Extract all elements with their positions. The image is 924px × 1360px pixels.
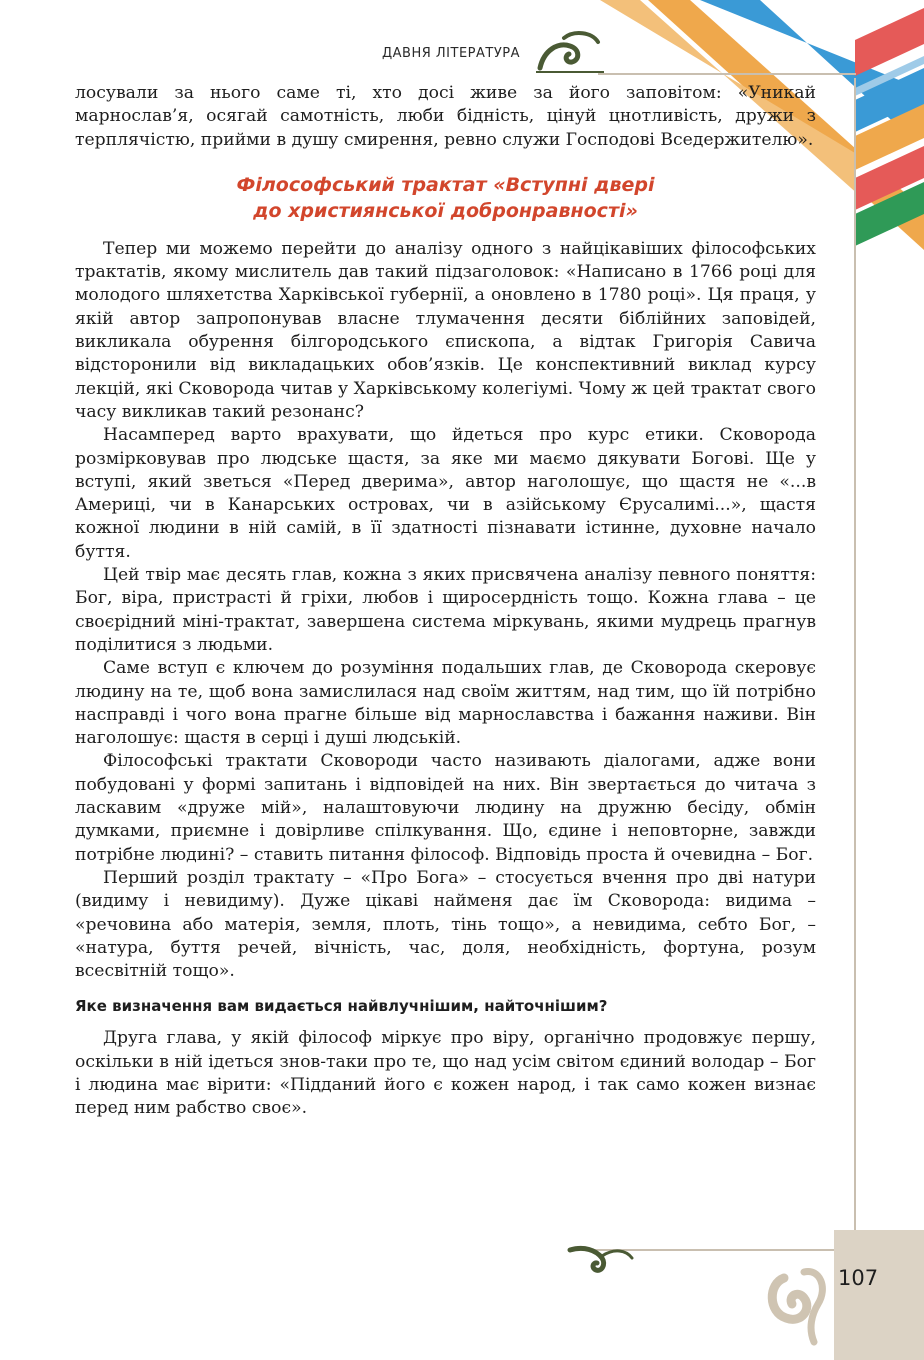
running-head: ДАВНЯ ЛІТЕРАТУРА — [382, 46, 520, 61]
section-title-line-2: до християнської добронравності» — [253, 199, 638, 222]
section-title — [75, 172, 816, 224]
paragraph-3: Цей твір має десять глав, кожна з яких присвячена аналізу певного поняття: Бог, віра, пристрасті й гріхи, любов і щиросердність тощо. Кожна глава – це своєрідний міні-трактат, завершена система міркувань, якими мудрець прагнув поділитися з людьми. — [75, 565, 816, 655]
swirl-ornament-icon — [764, 1248, 830, 1348]
paragraph-5: Філософські трактати Сковороди часто називають діалогами, адже вони побудовані у формі запитань і відповідей на них. Він звертається до читача з ласкавим «друже мій», налаштовуючи людину на дружню бесіду, обмін думками, приємне і довірливе спілкування. Що, єдине і неповторне, завжди потрібне людині? – ставить питання філософ. Відповідь проста й очевидна – Бог. — [75, 751, 816, 865]
paragraph-1: Тепер ми можемо перейти до аналізу одного з найцікавіших філософських трактатів, якому мислитель дав такий підзаголовок: «Написано в 1766 році для молодого шляхетства Харківської губернії, а оновлено в 1780 році». Ця праця, у якій автор запропонував власне тлумачення десяти біблійних заповідей, викликала обурення білгородського єпископа, а відтак Григорія Савича відсторонили від викладацьких обов’язків. Це конспективний виклад курсу лекцій, які Сковорода читав у Харківському колегіумі. Чому ж цей трактат свого часу викликав такий резонанс? — [75, 238, 816, 422]
final-paragraph: Друга глава, у якій філософ міркує про віру, органічно продовжує першу, оскільки в ній ідеться знов-таки про те, що над усім світом єдиний володар – Бог і людина має вірити: «Підданий його є кожен народ, і так само кожен визнає перед ним рабство своє». — [75, 1028, 816, 1119]
intro-paragraph: лосували за нього саме ті, хто досі живе за його заповітом: «Уникай марнослав’я, осягай самотність, люби бідність, цінуй цнотливість, дружи з терплячістю, прийми в душу смирення, ревно служи Господові Вседержителю». — [75, 83, 816, 150]
frame-line-vertical — [854, 78, 856, 1250]
page-number: 107 — [838, 1266, 879, 1290]
frame-line-top — [598, 73, 856, 75]
question-prompt: Яке визначення вам видається найвлучнішим, найточнішим? — [75, 997, 608, 1016]
scroll-ornament-icon — [566, 1242, 636, 1282]
scroll-ornament-icon — [534, 28, 606, 76]
paragraph-2: Насамперед варто врахувати, що йдеться про курс етики. Сковорода розмірковував про людське щастя, за яке ми маємо дякувати Богові. Ще у вступі, який зветься «Перед дверима», автор наголошує, що щастя не «...в Америці, чи в Канарських островах, чи в азійському Єрусалимі...», щастя кожної людини в ній самій, в її здатності пізнавати істинне, духовне начало буття. — [75, 425, 816, 562]
paragraph-6: Перший розділ трактату – «Про Бога» – стосується вчення про дві натури (видиму і невидиму). Дуже цікаві найменя дає їм Сковорода: видима – «речовина або матерія, земля, плоть, тінь тощо», а невидима, себто Бог, – «натура, буття речей, вічність, час, доля, необхідність, фортуна, розум всесвітній тощо». — [75, 867, 816, 982]
main-content — [75, 82, 816, 1121]
page-number-band — [834, 1230, 924, 1360]
paragraph-4: Саме вступ є ключем до розуміння подальших глав, де Сковорода скеровує людину на те, щоб вона замислилася над своїм життям, над тим, що їй потрібно насправді і чого вона прагне більше від марнославства і бажання наживи. Він наголошує: щастя в серці і душі людській. — [75, 658, 816, 749]
section-title-line-1: Філософський трактат «Вступні двері — [236, 173, 655, 196]
